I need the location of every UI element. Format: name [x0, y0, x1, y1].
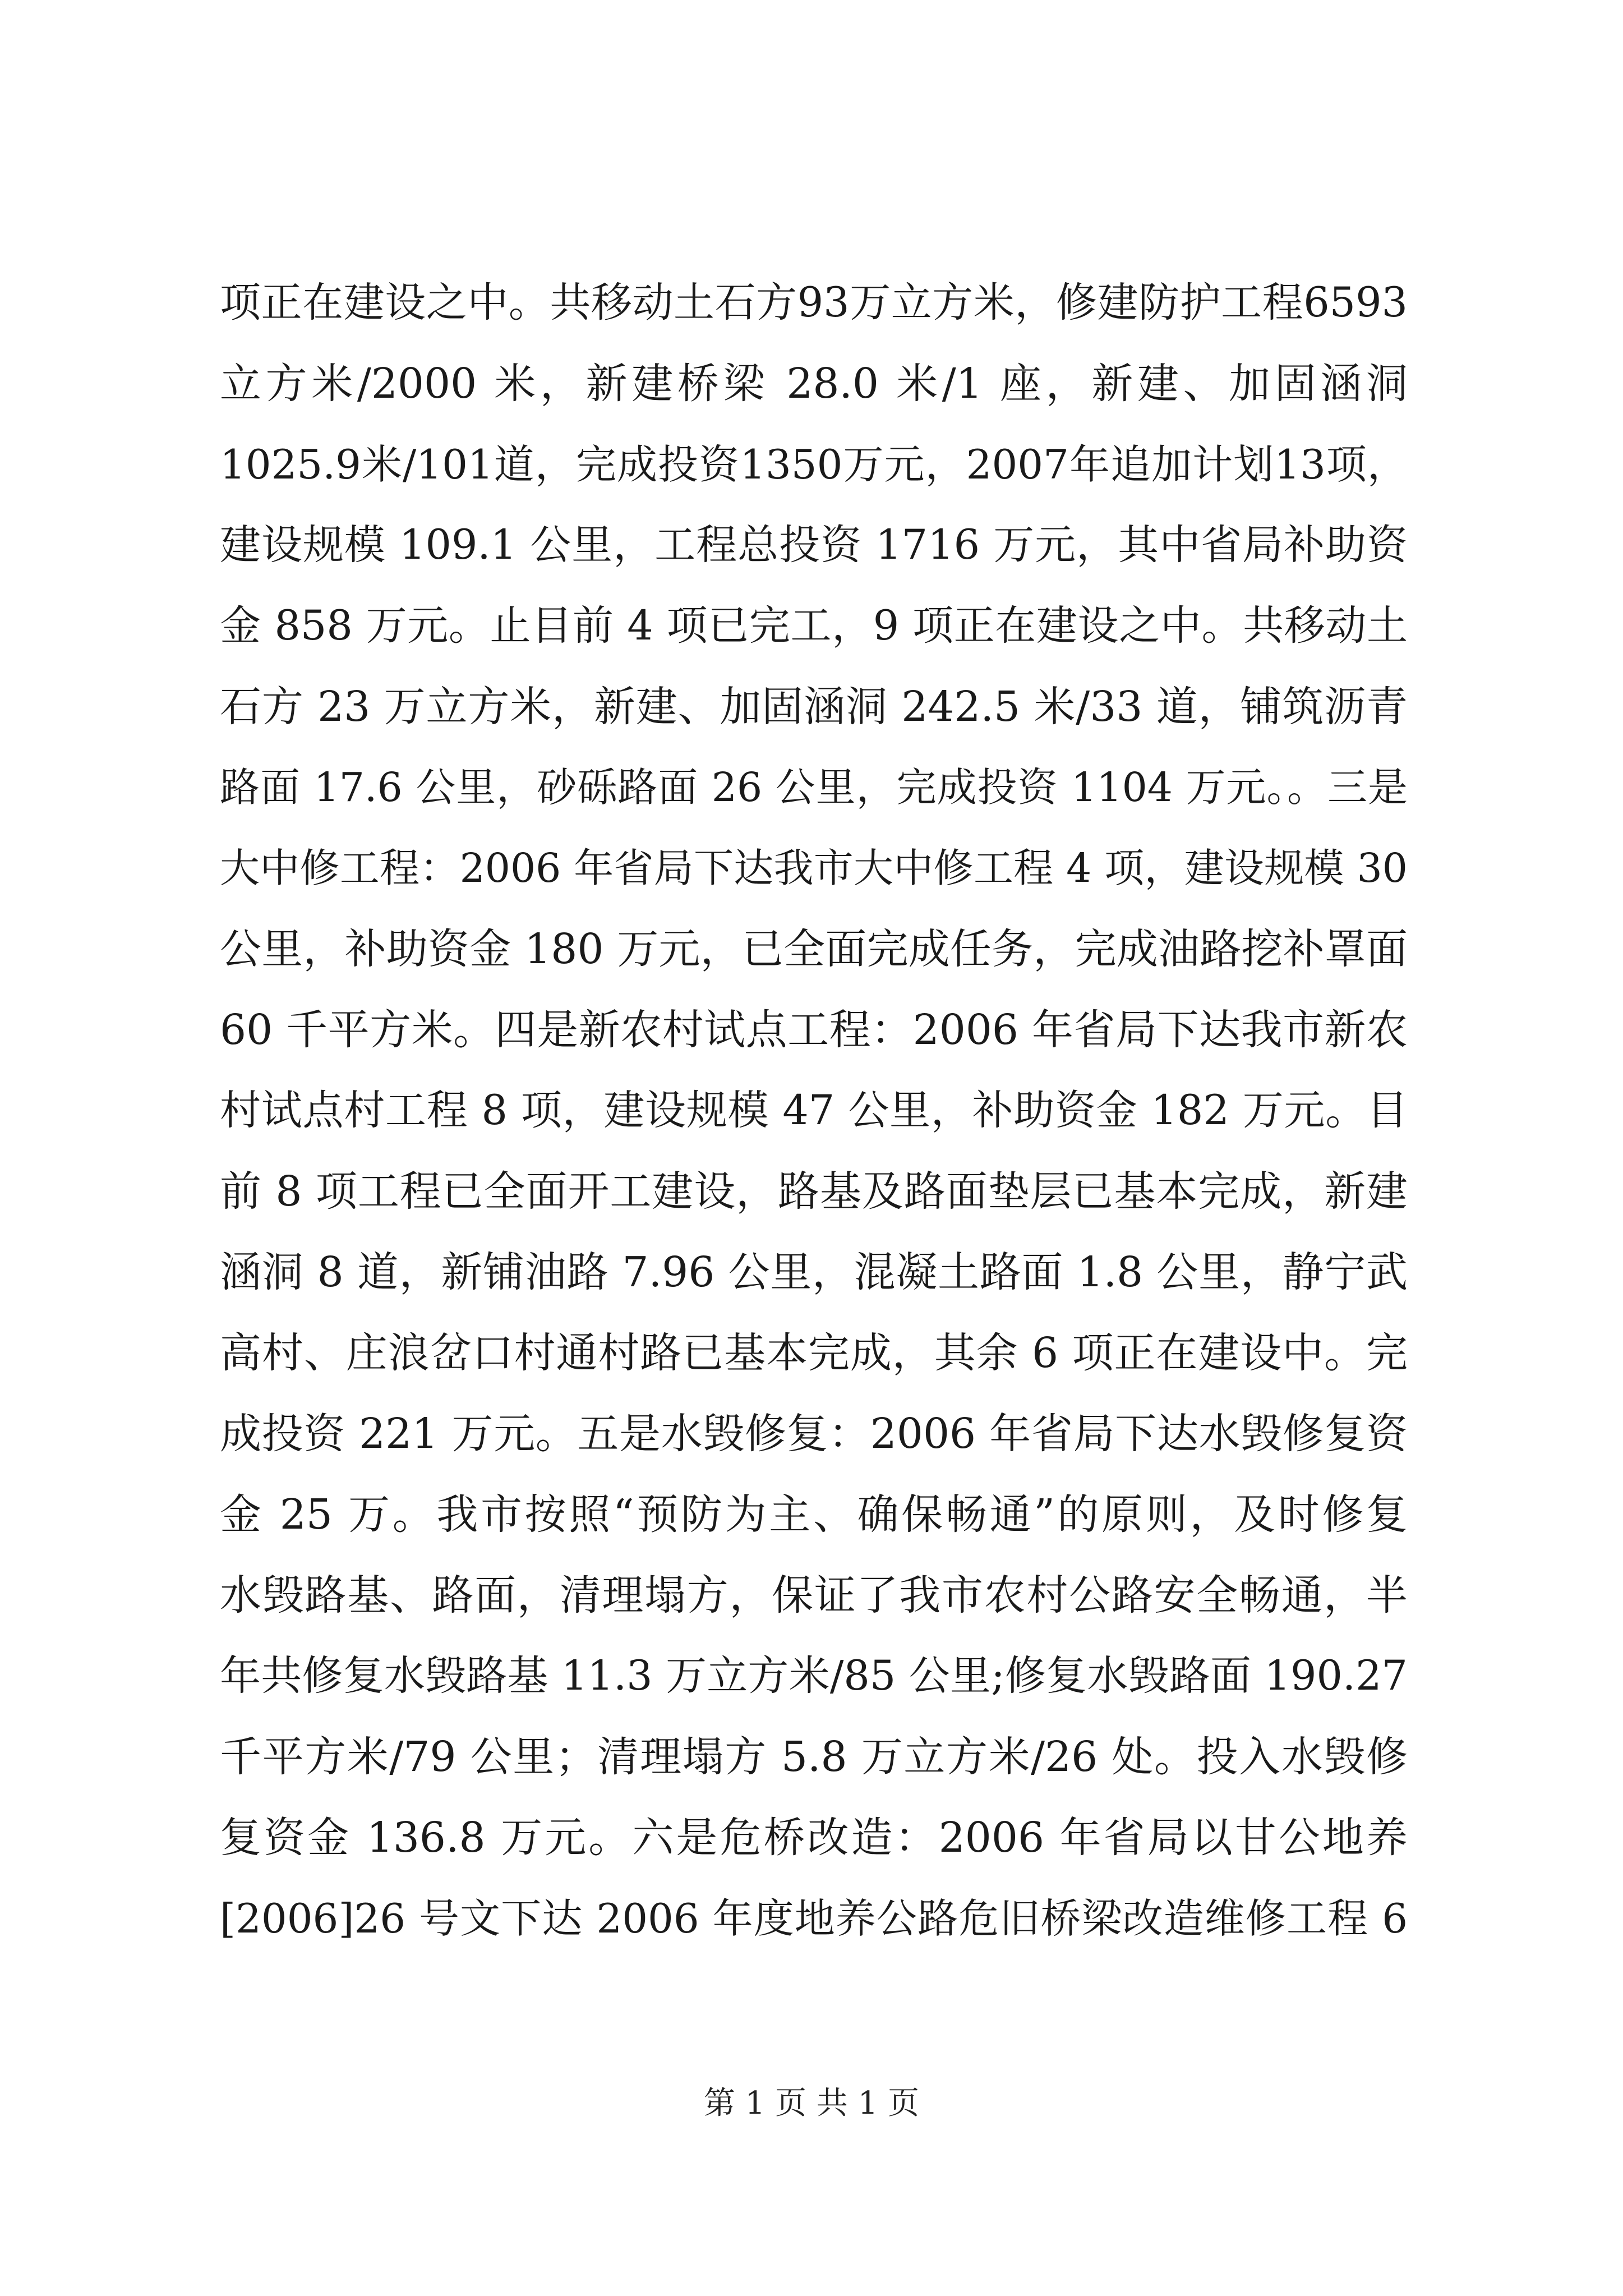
text-line-13: 涵洞 8 道，新铺油路 7.96 公里，混凝土路面 1.8 公里，静宁武: [220, 1248, 1408, 1296]
text-line-19: 千平方米/79 公里；清理塌方 5.8 万立方米/26 处。投入水毁修: [220, 1733, 1408, 1781]
text-line-12: 前 8 项工程已全面开工建设，路基及路面垫层已基本完成，新建: [220, 1167, 1408, 1216]
body-text: [220, 263, 1408, 1959]
text-line-6: 石方 23 万立方米，新建、加固涵洞 242.5 米/33 道，铺筑沥青: [220, 683, 1408, 731]
text-line-7: 路面 17.6 公里，砂砾路面 26 公里，完成投资 1104 万元。。三是: [220, 764, 1408, 811]
text-line-15: 成投资 221 万元。五是水毁修复：2006 年省局下达水毁修复资: [220, 1410, 1408, 1458]
text-line-16: 金 25 万。我市按照“预防为主、确保畅通”的原则，及时修复: [220, 1490, 1408, 1539]
page-footer: [0, 2081, 1623, 2126]
text-line-11: 村试点村工程 8 项，建设规模 47 公里，补助资金 182 万元。目: [220, 1087, 1408, 1134]
text-line-20: 复资金 136.8 万元。六是危桥改造：2006 年省局以甘公地养: [220, 1814, 1408, 1862]
text-line-8: 大中修工程：2006 年省局下达我市大中修工程 4 项，建设规模 30: [220, 845, 1408, 891]
text-line-21: [2006]26 号文下达 2006 年度地养公路危旧桥梁改造维修工程 6: [220, 1895, 1408, 1942]
text-line-4: 建设规模 109.1 公里，工程总投资 1716 万元，其中省局补助资: [220, 521, 1408, 569]
text-line-3: 1025.9米/101道，完成投资1350万元，2007年追加计划13项，: [220, 441, 1408, 488]
text-line-10: 60 千平方米。四是新农村试点工程：2006 年省局下达我市新农: [220, 1006, 1408, 1054]
text-line-9: 公里，补助资金 180 万元，已全面完成任务，完成油路挖补罩面: [220, 925, 1408, 973]
text-line-2: 立方米/2000 米，新建桥梁 28.0 米/1 座，新建、加固涵洞: [220, 360, 1408, 408]
text-line-5: 金 858 万元。止目前 4 项已完工，9 项正在建设之中。共移动土: [220, 602, 1408, 650]
text-line-18: 年共修复水毁路基 11.3 万立方米/85 公里;修复水毁路面 190.27: [220, 1652, 1408, 1700]
text-line-17: 水毁路基、路面，清理塌方，保证了我市农村公路安全畅通，半: [220, 1571, 1408, 1619]
text-line-1: 项正在建设之中。共移动土石方93万立方米，修建防护工程6593: [220, 279, 1408, 326]
page-number-label: 第 1 页 共 1 页: [703, 2085, 920, 2122]
text-line-14: 高村、庄浪岔口村通村路已基本完成，其余 6 项正在建设中。完: [220, 1329, 1408, 1377]
